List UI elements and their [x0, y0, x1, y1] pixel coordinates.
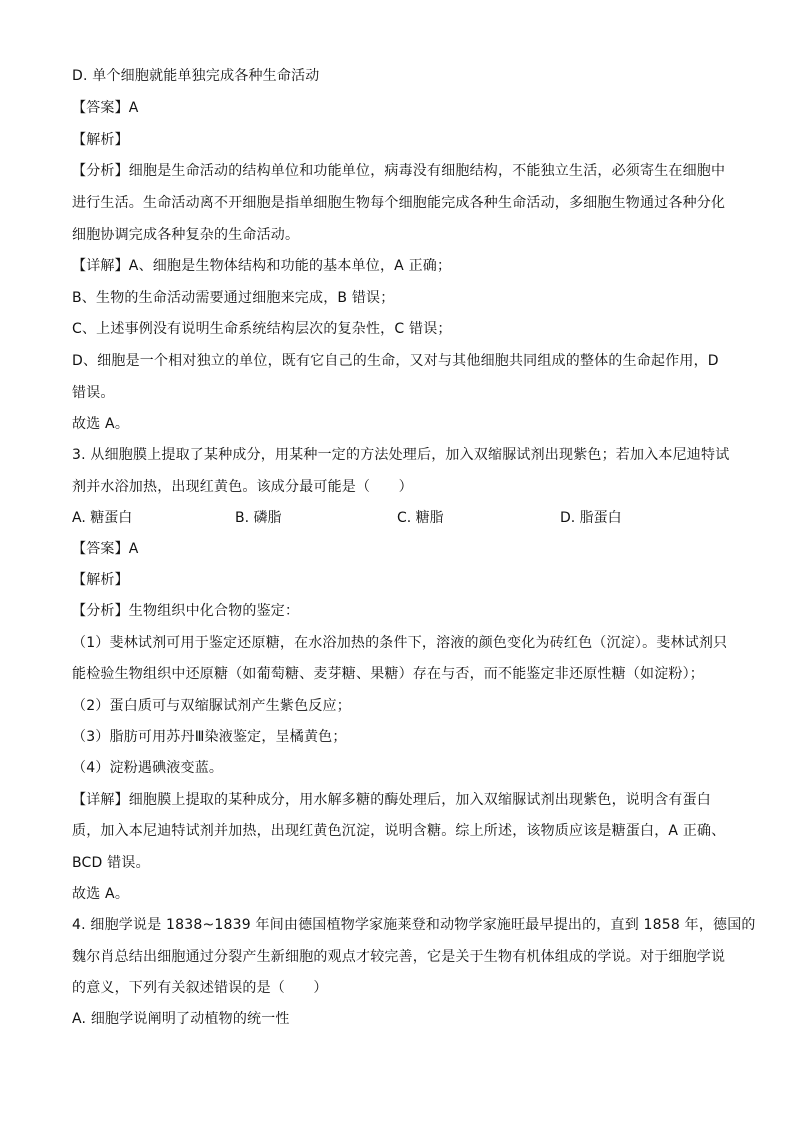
analysis-text-line: 进行生活。生命活动离不开细胞是指单细胞生物每个细胞能完成各种生命活动，多细胞生物通过各种分化	[72, 195, 726, 211]
analysis-text-line: 【分析】细胞是生命活动的结构单位和功能单位，病毒没有细胞结构，不能独立生活，必须寄生在细胞中	[72, 163, 726, 179]
analysis-text-line: （4）淀粉遇碘液变蓝。	[72, 760, 224, 776]
question-4-stem: 4. 细胞学说是 1838~1839 年间由德国植物学家施莱登和动物学家施旺最早提出的，直到 1858 年，德国的	[72, 917, 756, 933]
q3-option-a: A. 糖蛋白	[72, 510, 133, 526]
detail-text-line: 【详解】A、细胞是生物体结构和功能的基本单位，A 正确；	[72, 258, 452, 274]
analysis-text-line: 【分析】生物组织中化合物的鉴定：	[72, 603, 300, 619]
question-3-stem: 剂并水浴加热，出现红黄色。该成分最可能是（ ）	[72, 479, 413, 495]
detail-text-line: 质，加入本尼迪特试剂并加热，出现红黄色沉淀，说明含糖。综上所述，该物质应该是糖蛋白，A 正确、	[72, 823, 726, 839]
question-3-stem: 3. 从细胞膜上提取了某种成分，用某种一定的方法处理后，加入双缩脲试剂出现紫色；若加入本尼迪特试	[72, 447, 730, 463]
option-d-q2: D. 单个细胞就能单独完成各种生命活动	[72, 68, 320, 84]
answer-label-q2: 【答案】A	[72, 100, 139, 116]
q3-option-d: D. 脂蛋白	[560, 510, 622, 526]
analysis-text-line: 能检验生物组织中还原糖（如葡萄糖、麦芽糖、果糖）存在与否，而不能鉴定非还原性糖（如淀粉）；	[72, 666, 704, 682]
analysis-text-line: （3）脂肪可用苏丹Ⅲ染液鉴定，呈橘黄色；	[72, 729, 347, 745]
analysis-heading-q3: 【解析】	[72, 572, 129, 588]
detail-text-line: B、生物的生命活动需要通过细胞来完成，B 错误；	[72, 290, 395, 306]
answer-label-q3: 【答案】A	[72, 541, 139, 557]
question-4-stem: 的意义，下列有关叙述错误的是（ ）	[72, 980, 328, 996]
question-4-stem: 魏尔肖总结出细胞通过分裂产生新细胞的观点才较完善，它是关于生物有机体组成的学说。对于细胞学说	[72, 949, 726, 965]
conclusion-q2: 故选 A。	[72, 416, 130, 432]
detail-text-line: C、上述事例没有说明生命系统结构层次的复杂性，C 错误；	[72, 321, 452, 337]
analysis-text-line: （2）蛋白质可与双缩脲试剂产生紫色反应；	[72, 698, 351, 714]
detail-text-line: D、细胞是一个相对独立的单位，既有它自己的生命，又对与其他细胞共同组成的整体的生命起作用，D	[72, 353, 719, 369]
analysis-heading-q2: 【解析】	[72, 132, 129, 148]
detail-text-line: BCD 错误。	[72, 855, 150, 871]
q3-option-c: C. 糖脂	[397, 510, 444, 526]
q3-option-b: B. 磷脂	[235, 510, 282, 526]
conclusion-q3: 故选 A。	[72, 886, 130, 902]
detail-text-line: 【详解】细胞膜上提取的某种成分，用水解多糖的酶处理后，加入双缩脲试剂出现紫色，说明含有蛋白	[72, 792, 711, 808]
analysis-text-line: （1）斐林试剂可用于鉴定还原糖，在水浴加热的条件下，溶液的颜色变化为砖红色（沉淀）。斐林试剂只	[72, 635, 728, 651]
q4-option-a: A. 细胞学说阐明了动植物的统一性	[72, 1011, 290, 1027]
analysis-text-line: 细胞协调完成各种复杂的生命活动。	[72, 227, 300, 243]
detail-text-line: 错误。	[72, 385, 115, 401]
